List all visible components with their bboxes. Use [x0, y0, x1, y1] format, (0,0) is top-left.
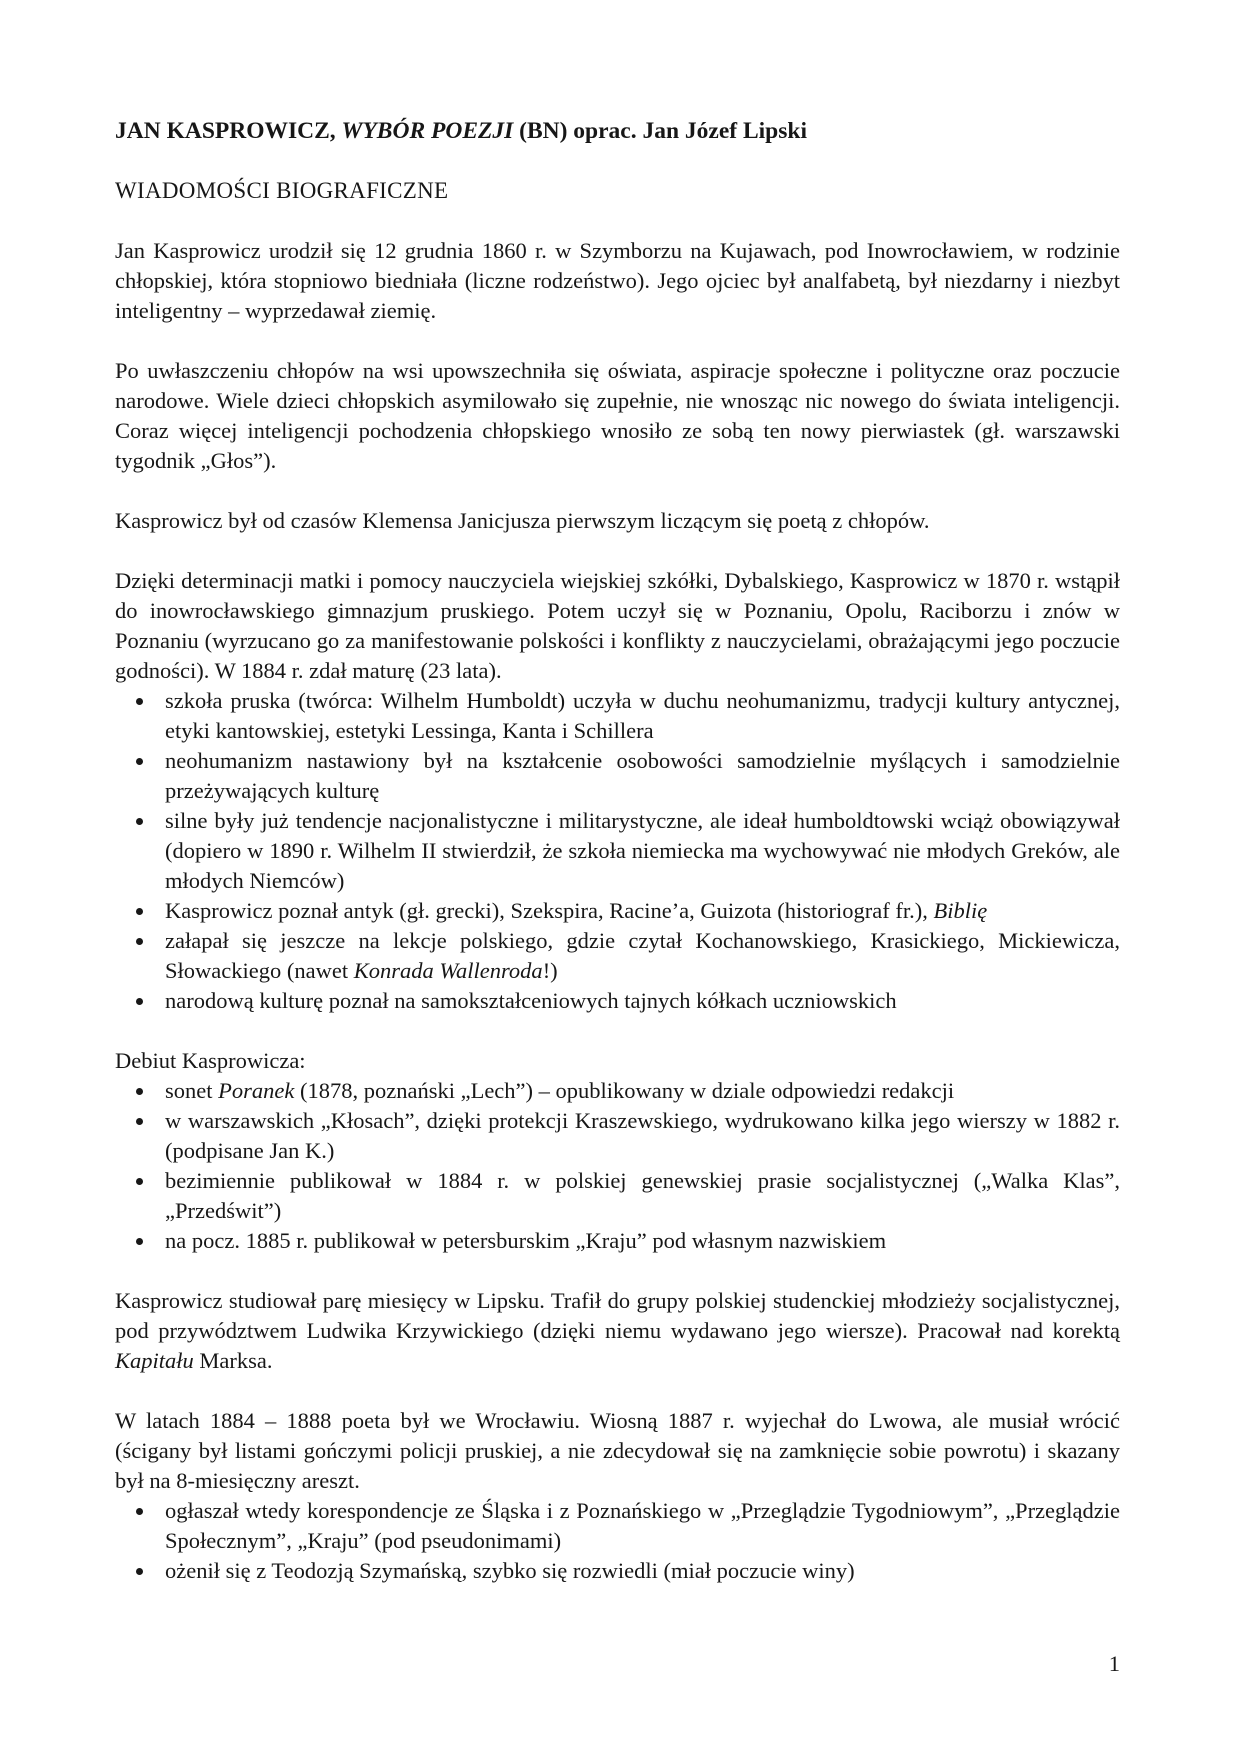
paragraph: Kasprowicz był od czasów Klemensa Janicjusza pierwszym liczącym się poetą z chłopów.	[115, 508, 930, 533]
bullet-list	[115, 1496, 1120, 1586]
emphasis-run: Biblię	[933, 898, 988, 923]
paragraph: W latach 1884 – 1888 poeta był we Wrocławiu. Wiosną 1887 r. wyjechał do Lwowa, ale musiał wrócić (ścigany był listami gończymi policji pruskiej, a nie zdecydował się na zamknięcie sobie powrotu) i skazany był na 8-miesięczny areszt.	[115, 1408, 1120, 1493]
bullet-item: narodową kulturę poznał na samokształceniowych tajnych kółkach uczniowskich	[115, 986, 1120, 1016]
paragraph: Jan Kasprowicz urodził się 12 grudnia 1860 r. w Szymborzu na Kujawach, pod Inowrocławiem, w rodzinie chłopskiej, która stopniowo biedniała (liczne rodzeństwo). Jego ojciec był analfabetą, był niezdarny i niezbyt inteligentny – wyprzedawał ziemię.	[115, 238, 1120, 323]
bullet-item: silne były już tendencje nacjonalistyczne i militarystyczne, ale ideał humboldtowski wciąż obowiązywał (dopiero w 1890 r. Wilhelm II stwierdził, że szkoła niemiecka ma wychowywać nie młodych Greków, ale młodych Niemców)	[115, 806, 1120, 896]
page-number: 1	[1108, 1651, 1120, 1676]
bullet-item: Kasprowicz poznał antyk (gł. grecki), Szekspira, Racine’a, Guizota (historiograf fr.), Biblię	[115, 896, 1120, 926]
bullet-item: sonet Poranek (1878, poznański „Lech”) – opublikowany w dziale odpowiedzi redakcji	[115, 1076, 1120, 1106]
bullet-item: załapał się jeszcze na lekcje polskiego, gdzie czytał Kochanowskiego, Krasickiego, Mickiewicza, Słowackiego (nawet Konrada Wallenroda!)	[115, 926, 1120, 986]
title-work-part: WYBÓR POEZJI	[341, 118, 514, 144]
bullet-item: ożenił się z Teodozją Szymańską, szybko się rozwiedli (miał poczucie winy)	[115, 1556, 1120, 1586]
bullet-item: w warszawskich „Kłosach”, dzięki protekcji Kraszewskiego, wydrukowano kilka jego wierszy w 1882 r. (podpisane Jan K.)	[115, 1106, 1120, 1166]
paragraph: Dzięki determinacji matki i pomocy nauczyciela wiejskiej szkółki, Dybalskiego, Kasprowicz w 1870 r. wstąpił do inowrocławskiego gimnazjum pruskiego. Potem uczył się w Poznaniu, Opolu, Raciborzu i znów w Poznaniu (wyrzucano go za manifestowanie polskości i konflikty z nauczycielami, obrażającymi jego poczucie godności). W 1884 r. zdał maturę (23 lata).	[115, 568, 1120, 683]
bullet-list	[115, 686, 1120, 1016]
paragraph: Debiut Kasprowicza:	[115, 1048, 306, 1073]
bullet-item: ogłaszał wtedy korespondencje ze Śląska i z Poznańskiego w „Przeglądzie Tygodniowym”, „Przeglądzie Społecznym”, „Kraju” (pod pseudonimami)	[115, 1496, 1120, 1556]
title-author-part: JAN KASPROWICZ,	[115, 118, 342, 144]
paragraph: Po uwłaszczeniu chłopów na wsi upowszechniła się oświata, aspiracje społeczne i polityczne oraz poczucie narodowe. Wiele dzieci chłopskich asymilowało się zupełnie, nie wnosząc nic nowego do świata inteligencji. Coraz więcej inteligencji pochodzenia chłopskiego wnosiło ze sobą ten nowy pierwiastek (gł. warszawski tygodnik „Głos”).	[115, 358, 1120, 473]
emphasis-run: Konrada Wallenroda	[353, 958, 543, 983]
document-body	[115, 236, 1120, 1586]
emphasis-run: Poranek	[218, 1078, 295, 1103]
section-heading: WIADOMOŚCI BIOGRAFICZNE	[115, 178, 449, 203]
bullet-item: neohumanizm nastawiony był na kształcenie osobowości samodzielnie myślących i samodzielnie przeżywających kulturę	[115, 746, 1120, 806]
paragraph: Kasprowicz studiował parę miesięcy w Lipsku. Trafił do grupy polskiej studenckiej młodzieży socjalistycznej, pod przywództwem Ludwika Krzywickiego (dzięki niemu wydawano jego wiersze). Pracował nad korektą Kapitału Marksa.	[115, 1288, 1120, 1373]
bullet-list	[115, 1076, 1120, 1256]
title-editor-part: (BN) oprac. Jan Józef Lipski	[513, 118, 807, 144]
document-title	[115, 116, 1120, 146]
bullet-item: na pocz. 1885 r. publikował w petersburskim „Kraju” pod własnym nazwiskiem	[115, 1226, 1120, 1256]
bullet-item: bezimiennie publikował w 1884 r. w polskiej genewskiej prasie socjalistycznej („Walka Klas”, „Przedświt”)	[115, 1166, 1120, 1226]
emphasis-run: Kapitału	[115, 1348, 194, 1373]
bullet-item: szkoła pruska (twórca: Wilhelm Humboldt) uczyła w duchu neohumanizmu, tradycji kultury antycznej, etyki kantowskiej, estetyki Lessinga, Kanta i Schillera	[115, 686, 1120, 746]
